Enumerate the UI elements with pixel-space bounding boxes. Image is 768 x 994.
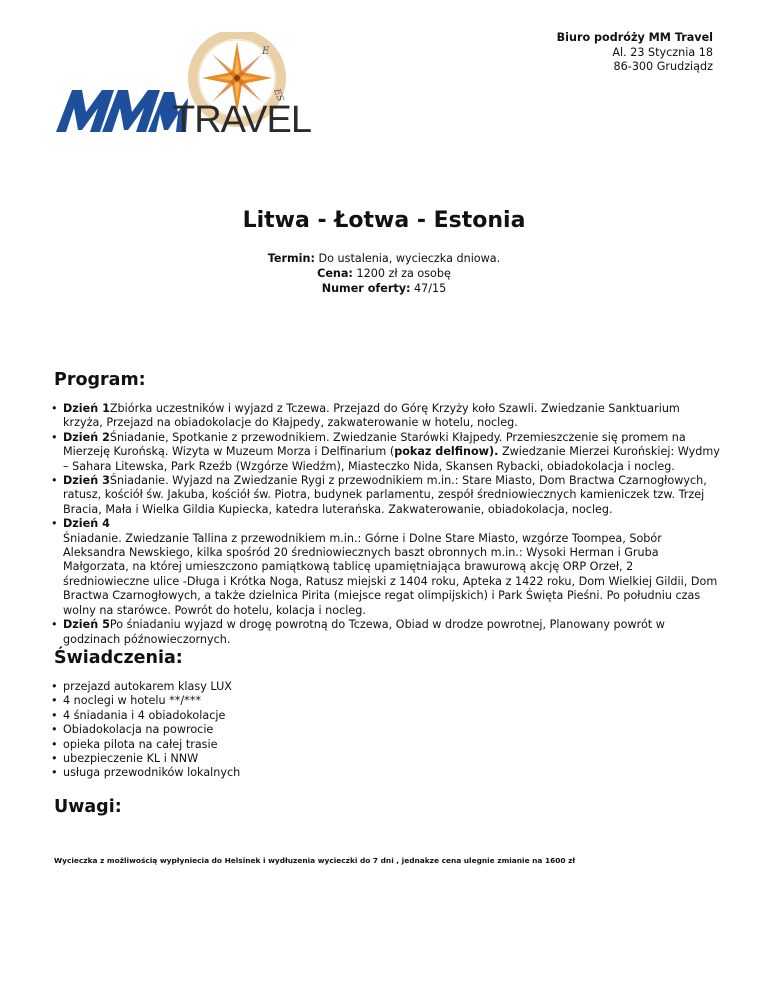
day-label: Dzień 1 xyxy=(63,402,110,415)
day-text: Śniadanie. Wyjazd na Zwiedzanie Rygi z przewodnikiem m.in.: Stare Miasto, Dom Bractwa Czarnogłowych, ratusz, kościół św. Jakuba, kościół św. Piotra, budynek parlamentu, zespół średniowiecznych kamieniczek tzw. Trzej Bracia, Mała i Wielka Gildia Kupiecka, katedra luterańska. Zakwaterowanie, obiadokolacja, nocleg. xyxy=(63,474,707,516)
program-day-1 xyxy=(54,402,720,431)
compass-label-e: E xyxy=(262,46,270,57)
day-text: Zbiórka uczestników i wyjazd z Tczewa. Przejazd do Górę Krzyży koło Szawli. Zwiedzanie Sanktuarium krzyża, Przejazd na obiadokolacje do Kłajpedy, zakwaterowanie w hotelu, nocleg. xyxy=(63,402,680,430)
price-label: Cena: xyxy=(317,266,353,280)
logo-wordmark: TRAVEL xyxy=(172,99,312,140)
service-item: • 4 noclegi w hotelu **/*** xyxy=(54,694,720,708)
day-text-bold: pokaz delfinow). xyxy=(394,445,499,459)
program-heading: Program: xyxy=(54,370,146,390)
page-title: Litwa - Łotwa - Estonia xyxy=(242,208,526,233)
term-label: Termin: xyxy=(267,252,315,265)
address-city: 86-300 Grudziądz xyxy=(613,60,713,74)
program-day-5 xyxy=(54,618,720,647)
offer-number-row xyxy=(0,282,768,297)
notes-text: Wycieczka z możliwością wypłyniecia do Helsinek i wydłuzenia wycieczki do 7 dni , jednakze cena ulegnie zmianie na 1600 zł xyxy=(54,856,576,865)
offer-meta xyxy=(0,252,768,296)
term-row xyxy=(0,252,768,267)
address-street: Al. 23 Stycznia 18 xyxy=(612,45,713,59)
day-text: Śniadanie. Zwiedzanie Tallina z przewodnikiem m.in.: Górne i Dolne Stare Miasto, wzgórze Toompea, Sobór Aleksandra Newskiego, kilka spośród 20 średniowiecznych baszt obronnych m.in.: Wysoki Herman i Gruba Małgorzata, na której umieszczono pamiątkową tablicę upamiętniająca brawurową akcję ORP Orzeł, 2 średniowieczne ulice -Długa i Krótka Noga, Ratusz miejski z 1404 roku, Apteka z 1422 roku, Dom Wielkiej Gildii, Dom Bractwa Czarnogłowych, a także dzielnica Pirita (miejsce regat olimpijskich) i Park Święta Pieśni. Po południu czas wolny na starówce. Powrót do hotelu, kolacja i nocleg. xyxy=(63,531,718,617)
offer-number-value: 47/15 xyxy=(414,281,447,295)
service-item: • ubezpieczenie KL i NNW xyxy=(54,752,720,766)
service-item: • opieka pilota na całej trasie xyxy=(54,738,720,752)
day-text-after: Zwiedzanie Mierzei Kurońskiej: Wydmy – Sahara Litewska, Park Rzeźb (Wzgórze Wiedźm), Miasteczko Nida, Skansen Rybacki, obiadokolacja i nocleg. xyxy=(63,445,720,473)
company-logo xyxy=(52,32,324,140)
services-list xyxy=(54,680,720,781)
compass-label-es: ES xyxy=(271,87,285,104)
program-day-3 xyxy=(54,474,720,517)
logo-graphic xyxy=(52,32,324,140)
price-value: 1200 zł za osobę xyxy=(356,266,451,280)
notes-heading: Uwagi: xyxy=(54,797,122,817)
day-text: Śniadanie, Spotkanie z przewodnikiem. Zwiedzanie Starówki Kłajpedy. Przemieszczenie się promem na Mierzeję Kurońską. Wizyta w Muzeum Morza i Delfinarium ( xyxy=(63,430,686,459)
company-address xyxy=(557,31,713,75)
program-day-2 xyxy=(54,431,720,474)
company-name: Biuro podróży MM Travel xyxy=(556,31,713,44)
day-label: Dzień 2 xyxy=(63,430,110,444)
service-item: • usługa przewodników lokalnych xyxy=(54,766,720,780)
mm-letters xyxy=(56,90,188,132)
day-label: Dzień 4 xyxy=(63,517,110,531)
service-item: • przejazd autokarem klasy LUX xyxy=(54,680,720,694)
service-item: • Obiadokolacja na powrocie xyxy=(54,723,720,737)
term-value: Do ustalenia, wycieczka dniowa. xyxy=(318,252,501,265)
price-row xyxy=(0,267,768,282)
services-heading: Świadczenia: xyxy=(54,648,183,668)
service-item: • 4 śniadania i 4 obiadokolacje xyxy=(54,709,720,723)
day-label: Dzień 5 xyxy=(63,618,110,632)
program-day-4 xyxy=(54,517,720,618)
program-list xyxy=(54,402,720,647)
offer-number-label: Numer oferty: xyxy=(321,281,411,295)
day-text: Po śniadaniu wyjazd w drogę powrotną do Tczewa, Obiad w drodze powrotnej, Planowany powrót w godzinach późnowieczornych. xyxy=(63,618,665,646)
day-label: Dzień 3 xyxy=(63,474,110,488)
